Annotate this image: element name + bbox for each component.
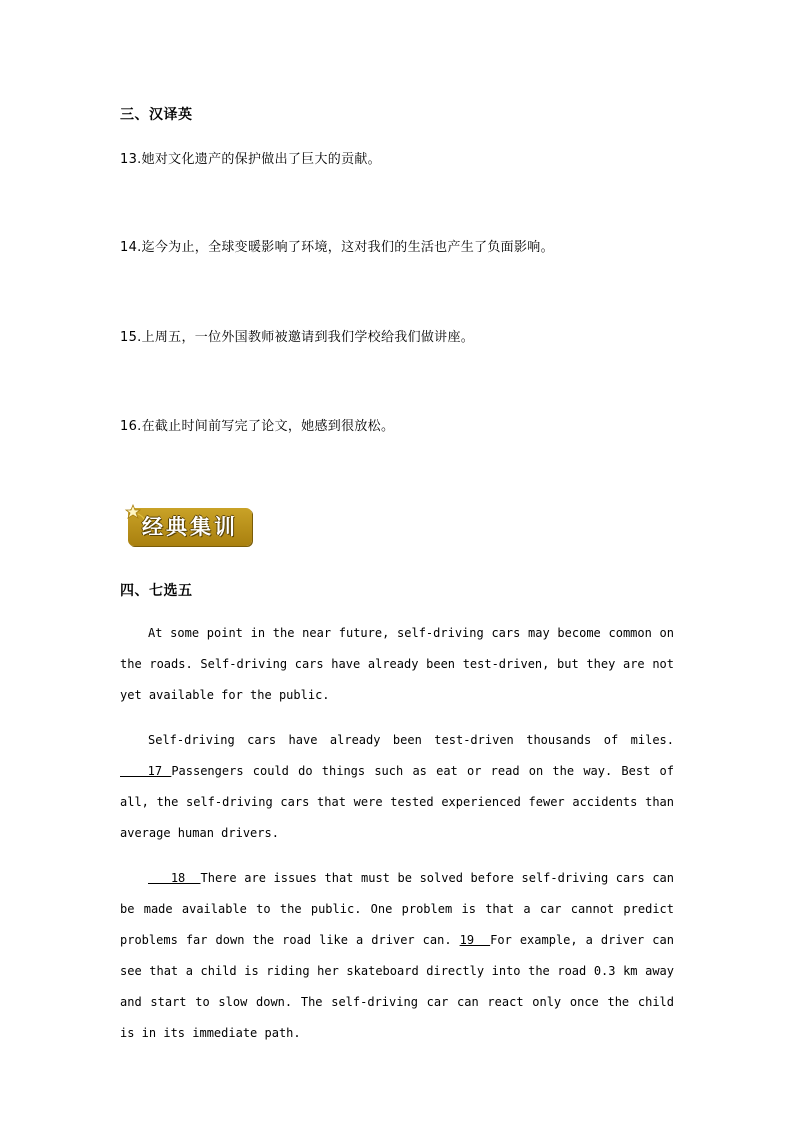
question-13: 13.她对文化遗产的保护做出了巨大的贡献。	[120, 152, 381, 167]
question-16: 16.在截止时间前写完了论文，她感到很放松。	[120, 419, 395, 434]
paragraph-1-text: At some point in the near future, self-driving cars may become common on the roads. Self-driving cars have already been test-driven, but they are not yet available for the public.	[120, 626, 674, 702]
badge-label: 经典集训	[142, 515, 238, 539]
question-15: 15.上周五，一位外国教师被邀请到我们学校给我们做讲座。	[120, 330, 475, 345]
blank-19: 19	[459, 933, 491, 947]
paragraph-2-text-a: Self-driving cars have already been test-driven thousands of miles.	[148, 733, 674, 747]
section-heading-seven-choose-five: 四、七选五	[120, 583, 193, 599]
paragraph-3	[120, 863, 674, 1049]
paragraph-1	[120, 618, 674, 711]
blank-17: 17	[120, 764, 172, 778]
blank-18: 18	[148, 871, 201, 885]
section-heading-translation: 三、汉译英	[120, 107, 193, 123]
paragraph-3-text-b: For example, a driver can see that a child is riding her skateboard directly into the road 0.3 km away and start to slow down. The self-driving car can react only once the child is in its immediate path.	[120, 933, 674, 1040]
paragraph-3-text-a: There are issues that must be solved before self-driving cars can be made available to the public. One problem is that a car cannot predict problems far down the road like a driver can.	[120, 871, 674, 947]
section-badge	[124, 504, 254, 548]
paragraph-2	[120, 725, 674, 849]
paragraph-2-text-b: Passengers could do things such as eat or read on the way. Best of all, the self-driving cars that were tested experienced fewer accidents than average human drivers.	[120, 764, 674, 840]
question-14: 14.迄今为止，全球变暖影响了环境，这对我们的生活也产生了负面影响。	[120, 240, 554, 255]
